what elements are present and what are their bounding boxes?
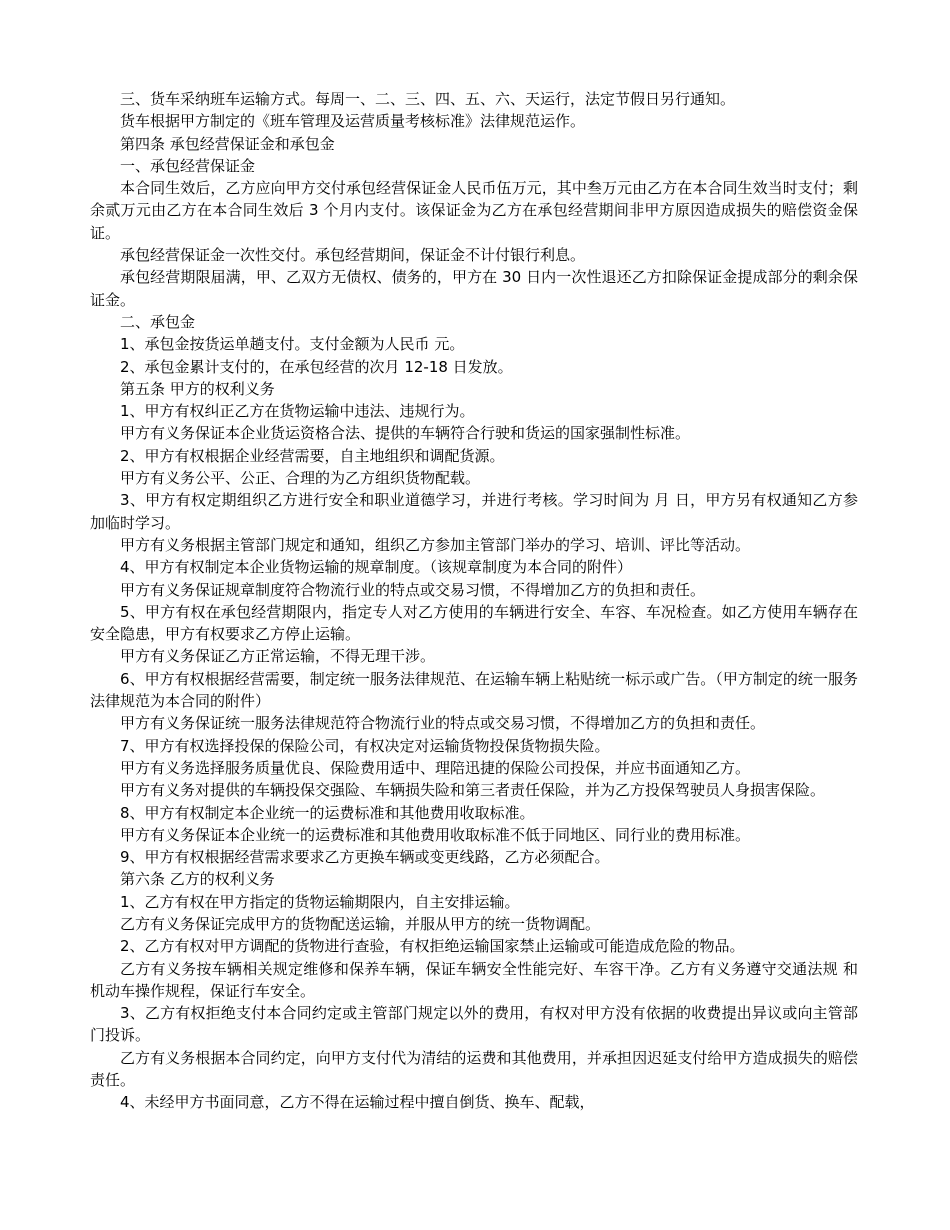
paragraph-5: 本合同生效后，乙方应向甲方交付承包经营保证金人民币伍万元，其中叁万元由乙方在本合同生效当时支付；剩余贰万元由乙方在本合同生效后 3 个月内支付。该保证金为乙方在承包经营期间非甲方原因造成损失的赔偿资金保证。 — [90, 179, 858, 242]
paragraph-37: 4、未经甲方书面同意，乙方不得在运输过程中擅自倒货、换车、配载， — [120, 1093, 595, 1112]
paragraph-18: 4、甲方有权制定本企业货物运输的规章制度。（该规章制度为本合同的附件） — [120, 558, 633, 577]
paragraph-24: 7、甲方有权选择投保的保险公司，有权决定对运输货物投保货物损失险。 — [120, 736, 610, 755]
paragraph-29: 9、甲方有权根据经营需求要求乙方更换车辆或变更线路，乙方必须配合。 — [120, 848, 610, 867]
paragraph-2: 货车根据甲方制定的《班车管理及运营质量考核标准》法律规范运作。 — [120, 112, 586, 131]
paragraph-26: 甲方有义务对提供的车辆投保交强险、车辆损失险和第三者责任保险，并为乙方投保驾驶员人身损害保险。 — [120, 781, 826, 800]
paragraph-21: 甲方有义务保证乙方正常运输，不得无理干涉。 — [120, 647, 436, 666]
paragraph-20: 5、甲方有权在承包经营期限内，指定专人对乙方使用的车辆进行安全、车容、车况检查。如乙方使用车辆存在安全隐患，甲方有权要求乙方停止运输。 — [90, 602, 858, 644]
paragraph-27: 8、甲方有权制定本企业统一的运费标准和其他费用收取标准。 — [120, 803, 535, 822]
paragraph-31: 1、乙方有权在甲方指定的货物运输期限内，自主安排运输。 — [120, 892, 520, 911]
article-5-heading: 第五条 甲方的权利义务 — [120, 379, 275, 398]
paragraph-10: 2、承包金累计支付的，在承包经营的次月 12-18 日发放。 — [120, 357, 513, 376]
paragraph-6: 承包经营保证金一次性交付。承包经营期间，保证金不计付银行利息。 — [120, 246, 586, 265]
paragraph-12: 1、甲方有权纠正乙方在货物运输中违法、违规行为。 — [120, 402, 475, 421]
paragraph-35: 3、乙方有权拒绝支付本合同约定或主管部门规定以外的费用，有权对甲方没有依据的收费提出异议或向主管部门投诉。 — [90, 1004, 858, 1045]
paragraph-15: 甲方有义务公平、公正、合理的为乙方组织货物配载。 — [120, 469, 481, 488]
paragraph-17: 甲方有义务根据主管部门规定和通知，组织乙方参加主管部门举办的学习、培训、评比等活动。 — [120, 535, 751, 554]
paragraph-13: 甲方有义务保证本企业货运资格合法、提供的车辆符合行驶和货运的国家强制性标准。 — [120, 424, 691, 443]
paragraph-1: 三、货车采纳班车运输方式。每周一、二、三、四、五、六、天运行，法定节假日另行通知。 — [120, 90, 736, 108]
paragraph-25: 甲方有义务选择服务质量优良、保险费用适中、理陪迅捷的保险公司投保，并应书面通知乙方。 — [120, 758, 751, 777]
paragraph-32: 乙方有义务保证完成甲方的货物配送运输，并服从甲方的统一货物调配。 — [120, 914, 601, 933]
article-4-heading: 第四条 承包经营保证金和承包金 — [120, 134, 335, 153]
paragraph-23: 甲方有义务保证统一服务法律规范符合物流行业的特点或交易习惯，不得增加乙方的负担和责任。 — [120, 714, 766, 733]
paragraph-33: 2、乙方有权对甲方调配的货物进行查验，有权拒绝运输国家禁止运输或可能造成危险的物品。 — [120, 937, 745, 956]
paragraph-28: 甲方有义务保证本企业统一的运费标准和其他费用收取标准不低于同地区、同行业的费用标准。 — [120, 825, 751, 844]
paragraph-9: 1、承包金按货运单趟支付。支付金额为人民币 元。 — [120, 335, 465, 354]
paragraph-16: 3、甲方有权定期组织乙方进行安全和职业道德学习，并进行考核。学习时间为 月 日，甲方另有权通知乙方参加临时学习。 — [90, 491, 858, 532]
paragraph-22: 6、甲方有权根据经营需要，制定统一服务法律规范、在运输车辆上粘贴统一标示或广告。（甲方制定的统一服务法律规范为本合同的附件） — [90, 669, 858, 711]
article-6-heading: 第六条 乙方的权利义务 — [120, 870, 275, 889]
paragraph-36: 乙方有义务根据本合同约定，向甲方支付代为清结的运费和其他费用，并承担因迟延支付给甲方造成损失的赔偿责任。 — [90, 1048, 858, 1090]
paragraph-14: 2、甲方有权根据企业经营需要，自主地组织和调配货源。 — [120, 446, 505, 465]
section-heading-fee: 二、承包金 — [120, 312, 196, 331]
paragraph-19: 甲方有义务保证规章制度符合物流行业的特点或交易习惯，不得增加乙方的负担和责任。 — [120, 580, 706, 599]
section-heading-deposit: 一、承包经营保证金 — [120, 156, 256, 175]
paragraph-34: 乙方有义务按车辆相关规定维修和保养车辆，保证车辆安全性能完好、车容干净。乙方有义务遵守交通法规 和机动车操作规程，保证行车安全。 — [90, 959, 858, 1000]
paragraph-7: 承包经营期限届满，甲、乙双方无债权、债务的，甲方在 30 日内一次性退还乙方扣除保证金提成部分的剩余保证金。 — [90, 268, 858, 309]
contract-body — [90, 88, 858, 1114]
